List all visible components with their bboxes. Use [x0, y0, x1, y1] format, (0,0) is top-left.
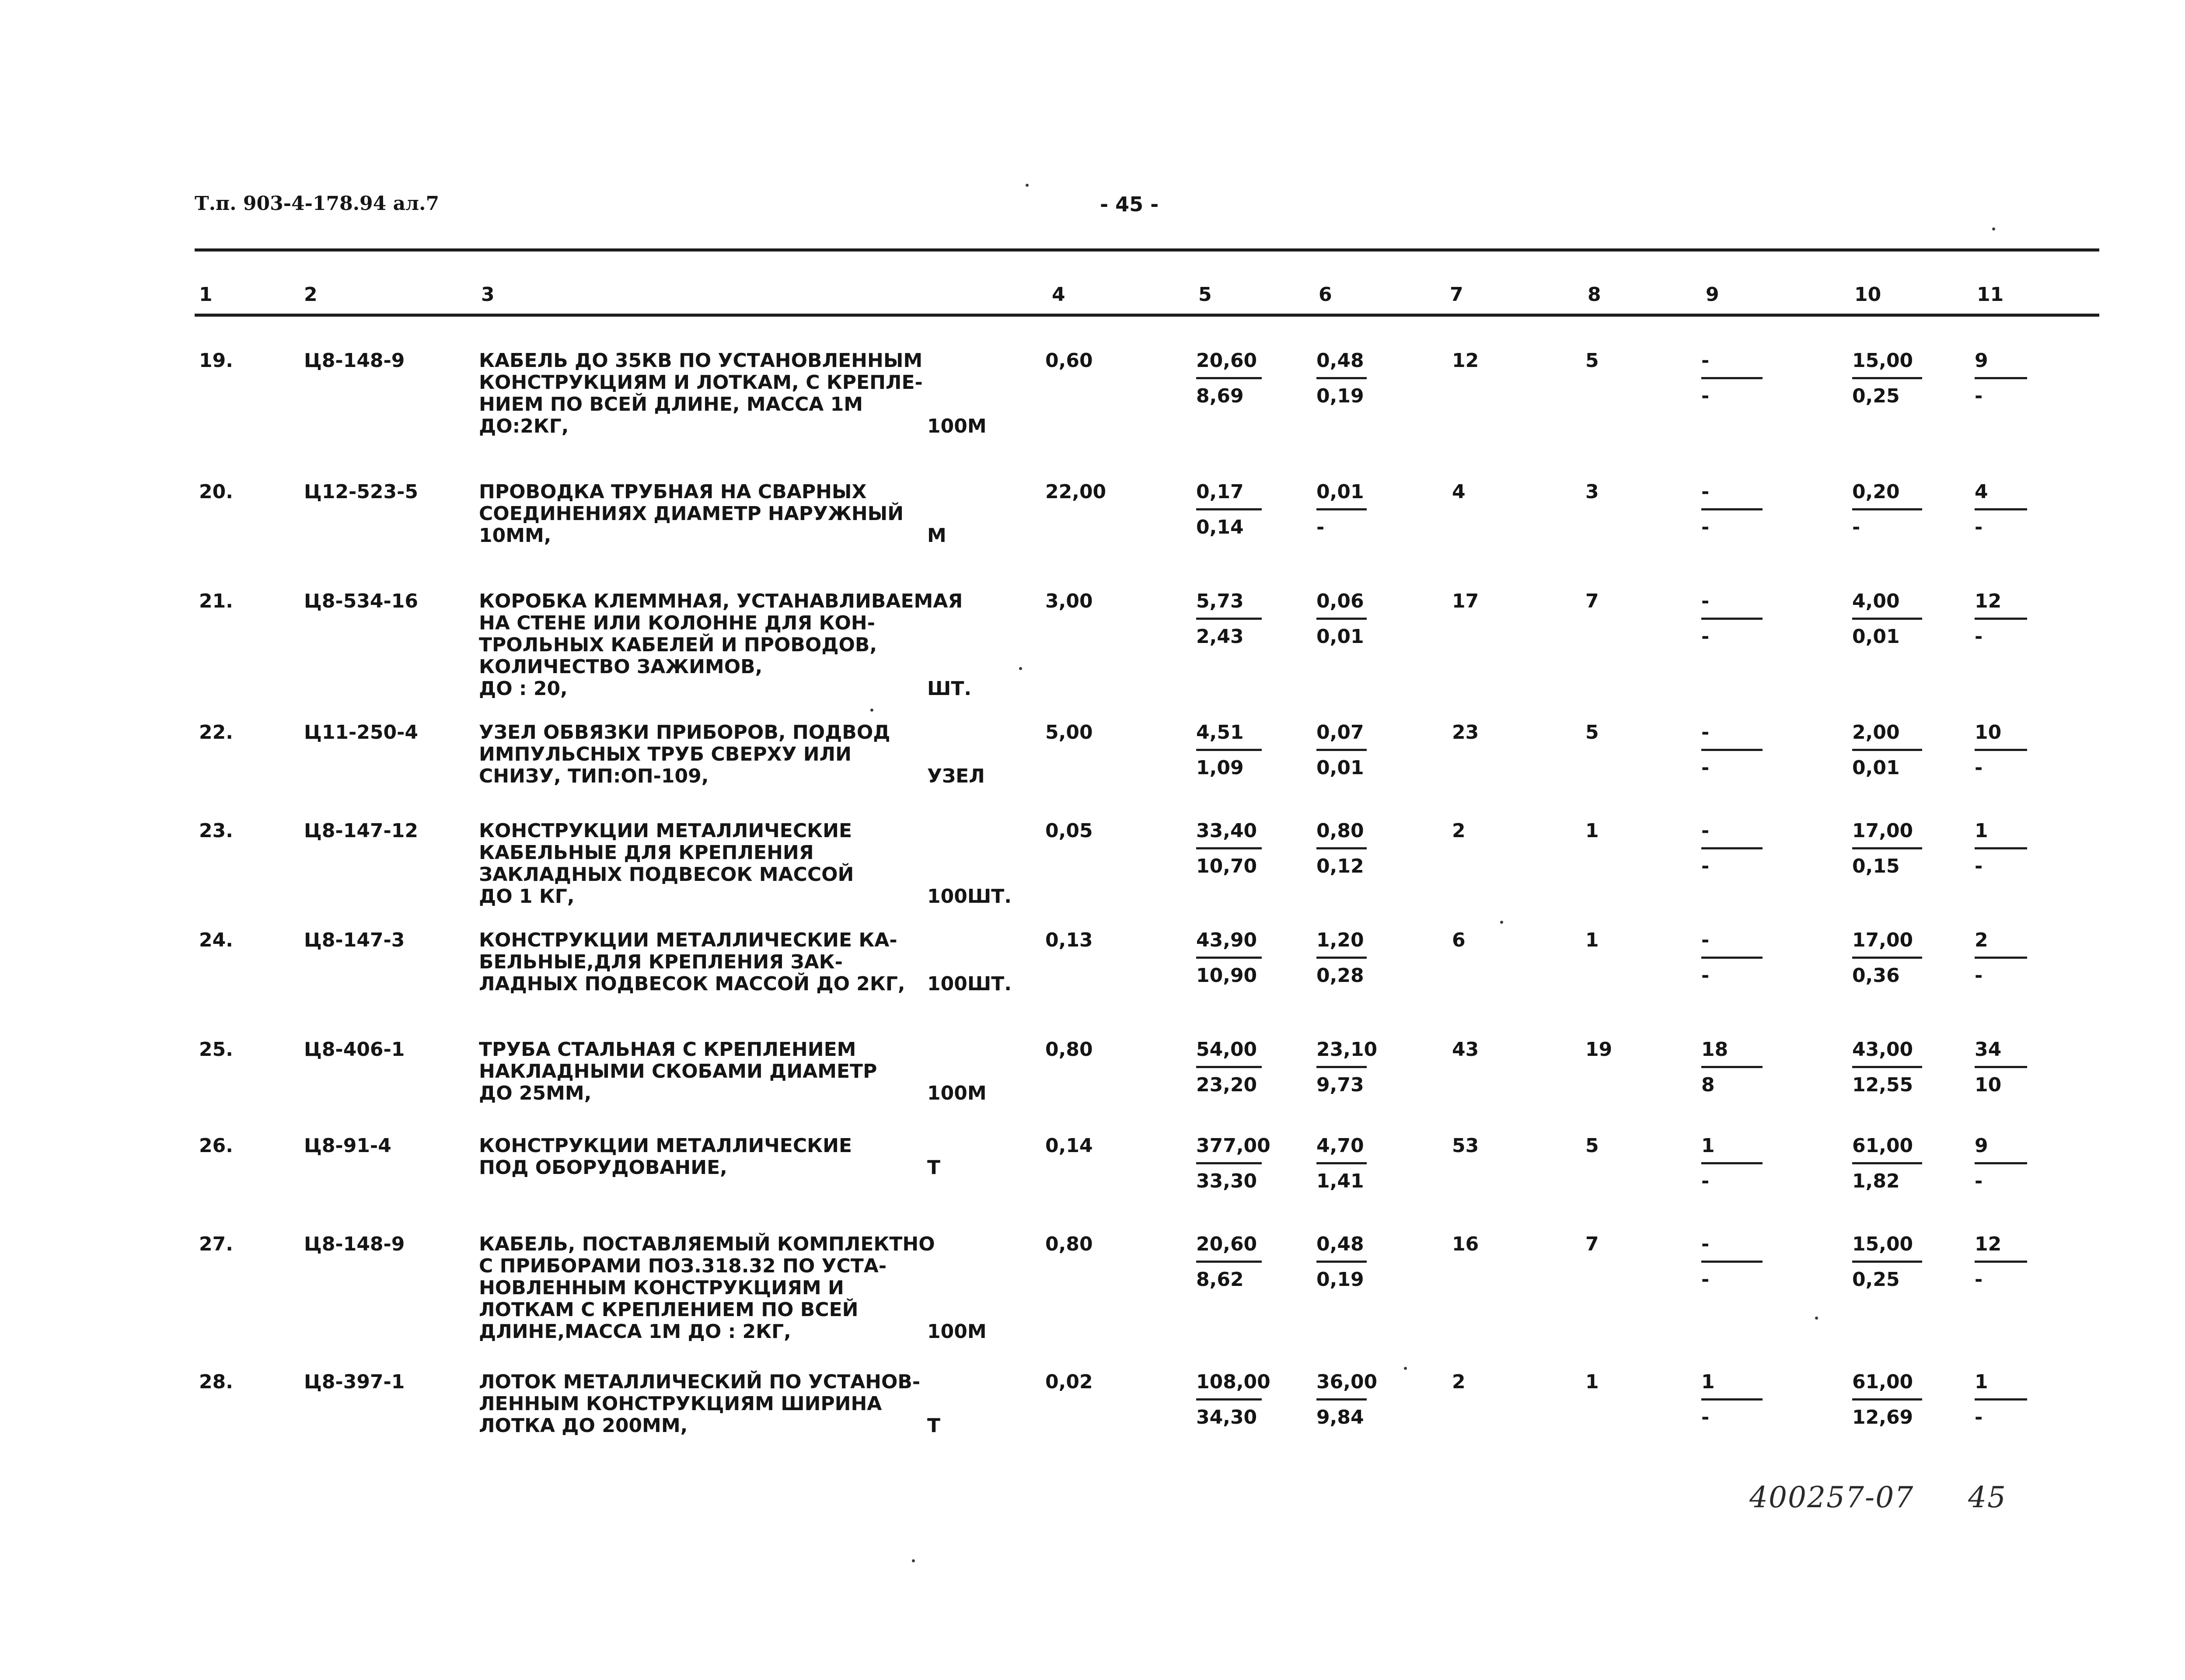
rate-code: Ц11-250-4 — [304, 721, 419, 744]
fraction-numerator: - — [1701, 929, 1710, 951]
fraction-c11 — [1975, 590, 2027, 648]
fraction-c10 — [1852, 1039, 1922, 1096]
fraction-denominator: - — [1975, 1406, 1983, 1429]
fraction-denominator: 12,55 — [1852, 1074, 1913, 1096]
row-number: 21. — [199, 590, 233, 612]
scan-speck — [912, 1559, 915, 1562]
fraction-denominator: 0,25 — [1852, 1268, 1900, 1291]
quantity: 3,00 — [1045, 590, 1093, 612]
work-description: КОРОБКА КЛЕММНАЯ, УСТАНАВЛИВАЕМАЯ НА СТЕНЕ ИЛИ КОЛОННЕ ДЛЯ КОН- ТРОЛЬНЫХ КАБЕЛЕЙ И ПРОВОДОВ, КОЛИЧЕСТВО ЗАЖИМОВ, ДО : 20, — [479, 590, 963, 700]
fraction-denominator: - — [1701, 757, 1710, 779]
column-8-value: 1 — [1585, 1371, 1599, 1393]
fraction-bar — [1975, 749, 2027, 751]
fraction-c5 — [1196, 350, 1262, 407]
fraction-denominator: 8 — [1701, 1074, 1715, 1096]
fraction-denominator: 0,25 — [1852, 385, 1900, 407]
quantity: 0,02 — [1045, 1371, 1093, 1393]
fraction-denominator: 10,70 — [1196, 855, 1257, 877]
fraction-numerator: 61,00 — [1852, 1371, 1913, 1393]
fraction-numerator: - — [1701, 820, 1710, 842]
work-description: ТРУБА СТАЛЬНАЯ С КРЕПЛЕНИЕМ НАКЛАДНЫМИ СКОБАМИ ДИАМЕТР ДО 25ММ, — [479, 1038, 877, 1104]
fraction-numerator: 1 — [1701, 1371, 1715, 1393]
rate-code: Ц8-147-12 — [304, 820, 419, 842]
fraction-c6 — [1316, 1135, 1367, 1192]
fraction-bar — [1701, 957, 1763, 959]
fraction-bar — [1316, 847, 1367, 849]
column-7-value: 2 — [1452, 1371, 1466, 1393]
fraction-numerator: - — [1701, 349, 1710, 372]
fraction-numerator: 0,06 — [1316, 590, 1364, 612]
scan-speck — [1992, 227, 1995, 231]
fraction-bar — [1196, 1162, 1262, 1164]
measurement-unit: Т — [927, 1156, 941, 1179]
quantity: 5,00 — [1045, 721, 1093, 744]
row-number: 28. — [199, 1371, 233, 1393]
fraction-numerator: 36,00 — [1316, 1371, 1378, 1393]
work-description: КАБЕЛЬ, ПОСТАВЛЯЕМЫЙ КОМПЛЕКТНО С ПРИБОРАМИ ПОЗ.318.32 ПО УСТА- НОВЛЕННЫМ КОНСТРУКЦИЯМ И ЛОТКАМ С КРЕПЛЕНИЕМ ПО ВСЕЙ ДЛИНЕ,МАССА 1М ДО : 2КГ, — [479, 1233, 935, 1343]
fraction-c10 — [1852, 590, 1922, 648]
fraction-denominator: - — [1701, 964, 1710, 987]
fraction-denominator: 0,19 — [1316, 1268, 1364, 1291]
fraction-c6 — [1316, 1233, 1367, 1291]
scan-speck — [1026, 184, 1029, 187]
fraction-bar — [1196, 377, 1262, 379]
fraction-c10 — [1852, 722, 1922, 779]
fraction-bar — [1975, 1162, 2027, 1164]
quantity: 0,80 — [1045, 1038, 1093, 1061]
fraction-numerator: 17,00 — [1852, 820, 1913, 842]
fraction-c9 — [1701, 590, 1763, 648]
column-header-5: 5 — [1198, 283, 1212, 306]
measurement-unit: 100ШТ. — [927, 973, 1012, 995]
fraction-c6 — [1316, 722, 1367, 779]
fraction-bar — [1196, 847, 1262, 849]
scan-speck — [1500, 921, 1503, 924]
document-reference: Т.п. 903-4-178.94 ал.7 — [195, 192, 440, 215]
column-8-value: 19 — [1585, 1038, 1613, 1061]
rate-code: Ц8-397-1 — [304, 1371, 405, 1393]
fraction-c9 — [1701, 1371, 1763, 1429]
fraction-bar — [1701, 508, 1763, 510]
fraction-denominator: - — [1316, 516, 1325, 538]
fraction-bar — [1316, 749, 1367, 751]
scan-speck — [1815, 1317, 1818, 1320]
column-header-10: 10 — [1854, 283, 1881, 306]
fraction-numerator: - — [1701, 721, 1710, 744]
fraction-c10 — [1852, 1233, 1922, 1291]
column-8-value: 5 — [1585, 1135, 1599, 1157]
fraction-numerator: 61,00 — [1852, 1135, 1913, 1157]
fraction-numerator: 34 — [1975, 1038, 2002, 1061]
fraction-c9 — [1701, 929, 1763, 987]
column-8-value: 7 — [1585, 1233, 1599, 1255]
fraction-bar — [1852, 618, 1922, 620]
row-number: 24. — [199, 929, 233, 951]
fraction-numerator: - — [1701, 590, 1710, 612]
column-7-value: 2 — [1452, 820, 1466, 842]
column-8-value: 5 — [1585, 721, 1599, 744]
fraction-c6 — [1316, 1038, 1378, 1096]
rate-code: Ц8-406-1 — [304, 1038, 405, 1061]
fraction-bar — [1196, 749, 1262, 751]
fraction-c11 — [1975, 481, 2027, 538]
work-description: ЛОТОК МЕТАЛЛИЧЕСКИЙ ПО УСТАНОВ- ЛЕННЫМ КОНСТРУКЦИЯМ ШИРИНА ЛОТКА ДО 200ММ, — [479, 1371, 921, 1437]
rate-code: Ц8-91-4 — [304, 1135, 391, 1157]
fraction-denominator: - — [1975, 385, 1983, 407]
row-number: 23. — [199, 820, 233, 842]
fraction-c11 — [1975, 1039, 2027, 1096]
fraction-bar — [1852, 847, 1922, 849]
fraction-c11 — [1975, 929, 2027, 987]
rate-code: Ц12-523-5 — [304, 481, 419, 503]
fraction-numerator: - — [1701, 1233, 1710, 1255]
fraction-numerator: 43,00 — [1852, 1038, 1913, 1061]
fraction-denominator: 9,84 — [1316, 1406, 1364, 1429]
fraction-bar — [1316, 1162, 1367, 1164]
fraction-c6 — [1316, 820, 1367, 877]
fraction-denominator: 1,09 — [1196, 757, 1244, 779]
fraction-denominator: - — [1701, 1406, 1710, 1429]
fraction-denominator: - — [1701, 855, 1710, 877]
fraction-denominator: 33,30 — [1196, 1170, 1257, 1192]
fraction-c11 — [1975, 350, 2027, 407]
fraction-bar — [1316, 508, 1367, 510]
column-7-value: 6 — [1452, 929, 1466, 951]
fraction-c6 — [1316, 350, 1367, 407]
fraction-bar — [1316, 957, 1367, 959]
column-8-value: 1 — [1585, 929, 1599, 951]
fraction-bar — [1852, 1261, 1922, 1263]
column-header-4: 4 — [1052, 283, 1065, 306]
column-7-value: 53 — [1452, 1135, 1479, 1157]
fraction-bar — [1852, 957, 1922, 959]
fraction-bar — [1975, 508, 2027, 510]
column-header-7: 7 — [1450, 283, 1463, 306]
fraction-denominator: 34,30 — [1196, 1406, 1257, 1429]
fraction-numerator: 54,00 — [1196, 1038, 1257, 1061]
fraction-bar — [1852, 1066, 1922, 1068]
fraction-denominator: - — [1701, 1170, 1710, 1192]
fraction-denominator: 8,69 — [1196, 385, 1244, 407]
fraction-c9 — [1701, 481, 1763, 538]
fraction-c11 — [1975, 1135, 2027, 1192]
measurement-unit: УЗЕЛ — [927, 765, 985, 787]
fraction-bar — [1975, 1398, 2027, 1401]
column-header-8: 8 — [1588, 283, 1601, 306]
quantity: 0,60 — [1045, 349, 1093, 372]
column-8-value: 5 — [1585, 349, 1599, 372]
fraction-numerator: 1,20 — [1316, 929, 1364, 951]
row-number: 19. — [199, 349, 233, 372]
fraction-c9 — [1701, 1233, 1763, 1291]
work-description: КОНСТРУКЦИИ МЕТАЛЛИЧЕСКИЕ КА- БЕЛЬНЫЕ,ДЛЯ КРЕПЛЕНИЯ ЗАК- ЛАДНЫХ ПОДВЕСОК МАССОЙ ДО 2КГ, — [479, 929, 905, 995]
fraction-bar — [1196, 1066, 1262, 1068]
fraction-c5 — [1196, 590, 1262, 648]
fraction-c9 — [1701, 722, 1763, 779]
fraction-c11 — [1975, 1371, 2027, 1429]
fraction-denominator: 12,69 — [1852, 1406, 1913, 1429]
rate-code: Ц8-534-16 — [304, 590, 419, 612]
column-header-9: 9 — [1706, 283, 1719, 306]
fraction-denominator: 0,01 — [1316, 625, 1364, 648]
fraction-numerator: 4,00 — [1852, 590, 1900, 612]
page-number: - 45 - — [1100, 192, 1159, 216]
column-header-2: 2 — [304, 283, 318, 306]
scan-speck — [1019, 667, 1022, 670]
fraction-numerator: 1 — [1975, 1371, 1988, 1393]
fraction-numerator: 5,73 — [1196, 590, 1244, 612]
fraction-bar — [1196, 1261, 1262, 1263]
work-description: ПРОВОДКА ТРУБНАЯ НА СВАРНЫХ СОЕДИНЕНИЯХ ДИАМЕТР НАРУЖНЫЙ 10ММ, — [479, 481, 904, 547]
fraction-denominator: - — [1975, 625, 1983, 648]
measurement-unit: 100М — [927, 415, 987, 437]
row-number: 27. — [199, 1233, 233, 1255]
fraction-denominator: 10 — [1975, 1074, 2002, 1096]
fraction-bar — [1701, 749, 1763, 751]
measurement-unit: 100ШТ. — [927, 885, 1012, 908]
fraction-numerator: 0,20 — [1852, 481, 1900, 503]
page-header — [0, 192, 2185, 223]
header-bottom-rule — [195, 314, 2099, 317]
fraction-denominator: 9,73 — [1316, 1074, 1364, 1096]
scan-speck — [870, 709, 873, 712]
fraction-bar — [1852, 1162, 1922, 1164]
fraction-denominator: 0,01 — [1852, 625, 1900, 648]
row-number: 25. — [199, 1038, 233, 1061]
fraction-numerator: 0,80 — [1316, 820, 1364, 842]
fraction-denominator: 0,36 — [1852, 964, 1900, 987]
fraction-bar — [1975, 847, 2027, 849]
fraction-numerator: 12 — [1975, 1233, 2002, 1255]
fraction-bar — [1852, 508, 1922, 510]
measurement-unit: М — [927, 524, 946, 547]
table-top-rule — [195, 248, 2099, 251]
column-7-value: 4 — [1452, 481, 1466, 503]
fraction-numerator: 18 — [1701, 1038, 1728, 1061]
fraction-denominator: 0,19 — [1316, 385, 1364, 407]
fraction-numerator: - — [1701, 481, 1710, 503]
fraction-numerator: 1 — [1975, 820, 1988, 842]
fraction-c5 — [1196, 1135, 1271, 1192]
column-8-value: 3 — [1585, 481, 1599, 503]
fraction-c10 — [1852, 1135, 1922, 1192]
fraction-c5 — [1196, 1371, 1271, 1429]
fraction-c5 — [1196, 722, 1262, 779]
fraction-denominator: 0,28 — [1316, 964, 1364, 987]
column-7-value: 17 — [1452, 590, 1479, 612]
fraction-c10 — [1852, 350, 1922, 407]
quantity: 0,14 — [1045, 1135, 1093, 1157]
fraction-denominator: - — [1975, 964, 1983, 987]
fraction-bar — [1975, 957, 2027, 959]
fraction-bar — [1852, 749, 1922, 751]
row-number: 26. — [199, 1135, 233, 1157]
work-description: КАБЕЛЬ ДО 35КВ ПО УСТАНОВЛЕННЫМ КОНСТРУКЦИЯМ И ЛОТКАМ, С КРЕПЛЕ- НИЕМ ПО ВСЕЙ ДЛИНЕ, МАССА 1М ДО:2КГ, — [479, 349, 923, 437]
fraction-denominator: 10,90 — [1196, 964, 1257, 987]
fraction-numerator: 0,07 — [1316, 721, 1364, 744]
fraction-numerator: 9 — [1975, 1135, 1988, 1157]
fraction-numerator: 15,00 — [1852, 349, 1913, 372]
fraction-bar — [1975, 618, 2027, 620]
fraction-denominator: 0,15 — [1852, 855, 1900, 877]
fraction-bar — [1975, 377, 2027, 379]
measurement-unit: ШТ. — [927, 678, 972, 700]
fraction-c10 — [1852, 1371, 1922, 1429]
scan-speck — [1404, 1367, 1407, 1370]
fraction-bar — [1701, 847, 1763, 849]
fraction-c10 — [1852, 481, 1922, 538]
fraction-numerator: 33,40 — [1196, 820, 1257, 842]
fraction-numerator: 108,00 — [1196, 1371, 1271, 1393]
fraction-c9 — [1701, 1135, 1763, 1192]
fraction-denominator: 0,01 — [1852, 757, 1900, 779]
column-7-value: 23 — [1452, 721, 1479, 744]
fraction-numerator: 9 — [1975, 349, 1988, 372]
fraction-denominator: 0,01 — [1316, 757, 1364, 779]
fraction-c10 — [1852, 929, 1922, 987]
row-number: 20. — [199, 481, 233, 503]
column-7-value: 12 — [1452, 349, 1479, 372]
fraction-numerator: 0,48 — [1316, 349, 1364, 372]
fraction-denominator: - — [1975, 1268, 1983, 1291]
fraction-numerator: 15,00 — [1852, 1233, 1913, 1255]
column-8-value: 7 — [1585, 590, 1599, 612]
fraction-bar — [1852, 1398, 1922, 1401]
fraction-numerator: 4,51 — [1196, 721, 1244, 744]
row-number: 22. — [199, 721, 233, 744]
fraction-numerator: 0,17 — [1196, 481, 1244, 503]
quantity: 0,13 — [1045, 929, 1093, 951]
fraction-bar — [1975, 1261, 2027, 1263]
fraction-bar — [1196, 508, 1262, 510]
column-header-6: 6 — [1319, 283, 1332, 306]
fraction-numerator: 20,60 — [1196, 1233, 1257, 1255]
fraction-c10 — [1852, 820, 1922, 877]
fraction-bar — [1975, 1066, 2027, 1068]
rate-code: Ц8-147-3 — [304, 929, 405, 951]
fraction-denominator: 23,20 — [1196, 1074, 1257, 1096]
fraction-numerator: 4,70 — [1316, 1135, 1364, 1157]
fraction-numerator: 1 — [1701, 1135, 1715, 1157]
fraction-c9 — [1701, 820, 1763, 877]
fraction-denominator: 0,14 — [1196, 516, 1244, 538]
column-header-3: 3 — [481, 283, 495, 306]
fraction-numerator: 23,10 — [1316, 1038, 1378, 1061]
column-header-1: 1 — [199, 283, 213, 306]
fraction-bar — [1196, 1398, 1262, 1401]
column-7-value: 16 — [1452, 1233, 1479, 1255]
fraction-bar — [1701, 1066, 1763, 1068]
fraction-bar — [1196, 618, 1262, 620]
fraction-c9 — [1701, 350, 1763, 407]
fraction-bar — [1701, 1261, 1763, 1263]
fraction-c11 — [1975, 722, 2027, 779]
fraction-bar — [1316, 1398, 1367, 1401]
measurement-unit: 100М — [927, 1320, 987, 1343]
fraction-denominator: - — [1975, 757, 1983, 779]
work-description: УЗЕЛ ОБВЯЗКИ ПРИБОРОВ, ПОДВОД ИМПУЛЬСНЫХ ТРУБ СВЕРХУ ИЛИ СНИЗУ, ТИП:ОП-109, — [479, 721, 890, 787]
fraction-denominator: - — [1701, 1268, 1710, 1291]
fraction-c6 — [1316, 1371, 1378, 1429]
fraction-numerator: 0,48 — [1316, 1233, 1364, 1255]
fraction-c5 — [1196, 820, 1262, 877]
fraction-denominator: 8,62 — [1196, 1268, 1244, 1291]
fraction-bar — [1701, 1162, 1763, 1164]
fraction-denominator: - — [1852, 516, 1860, 538]
handwritten-page-mark: 45 — [1968, 1481, 2007, 1514]
fraction-c11 — [1975, 1233, 2027, 1291]
fraction-denominator: - — [1975, 855, 1983, 877]
fraction-c5 — [1196, 481, 1262, 538]
fraction-bar — [1316, 1066, 1367, 1068]
quantity: 0,80 — [1045, 1233, 1093, 1255]
fraction-c11 — [1975, 820, 2027, 877]
fraction-numerator: 2 — [1975, 929, 1988, 951]
fraction-bar — [1196, 957, 1262, 959]
fraction-numerator: 17,00 — [1852, 929, 1913, 951]
fraction-numerator: 12 — [1975, 590, 2002, 612]
work-description: КОНСТРУКЦИИ МЕТАЛЛИЧЕСКИЕ ПОД ОБОРУДОВАНИЕ, — [479, 1135, 852, 1179]
fraction-denominator: 1,82 — [1852, 1170, 1900, 1192]
quantity: 22,00 — [1045, 481, 1106, 503]
rate-code: Ц8-148-9 — [304, 1233, 405, 1255]
archive-number: 400257-07 — [1749, 1481, 1914, 1514]
measurement-unit: 100М — [927, 1082, 987, 1104]
fraction-denominator: 2,43 — [1196, 625, 1244, 648]
fraction-c6 — [1316, 481, 1367, 538]
fraction-numerator: 43,90 — [1196, 929, 1257, 951]
fraction-bar — [1701, 377, 1763, 379]
fraction-numerator: 0,01 — [1316, 481, 1364, 503]
fraction-denominator: 0,12 — [1316, 855, 1364, 877]
fraction-numerator: 2,00 — [1852, 721, 1900, 744]
fraction-numerator: 377,00 — [1196, 1135, 1271, 1157]
fraction-bar — [1852, 377, 1922, 379]
fraction-numerator: 4 — [1975, 481, 1988, 503]
measurement-unit: Т — [927, 1415, 941, 1437]
fraction-denominator: - — [1701, 385, 1710, 407]
fraction-denominator: - — [1975, 1170, 1983, 1192]
fraction-denominator: 1,41 — [1316, 1170, 1364, 1192]
column-8-value: 1 — [1585, 820, 1599, 842]
fraction-c5 — [1196, 1233, 1262, 1291]
fraction-bar — [1701, 618, 1763, 620]
fraction-numerator: 10 — [1975, 721, 2002, 744]
fraction-numerator: 20,60 — [1196, 349, 1257, 372]
fraction-bar — [1316, 618, 1367, 620]
fraction-bar — [1316, 1261, 1367, 1263]
fraction-c6 — [1316, 590, 1367, 648]
work-description: КОНСТРУКЦИИ МЕТАЛЛИЧЕСКИЕ КАБЕЛЬНЫЕ ДЛЯ КРЕПЛЕНИЯ ЗАКЛАДНЫХ ПОДВЕСОК МАССОЙ ДО 1 КГ, — [479, 820, 854, 908]
rate-code: Ц8-148-9 — [304, 349, 405, 372]
fraction-c6 — [1316, 929, 1367, 987]
fraction-bar — [1701, 1398, 1763, 1401]
fraction-denominator: - — [1975, 516, 1983, 538]
column-7-value: 43 — [1452, 1038, 1479, 1061]
column-header-11: 11 — [1977, 283, 2004, 306]
fraction-denominator: - — [1701, 516, 1710, 538]
quantity: 0,05 — [1045, 820, 1093, 842]
fraction-c9 — [1701, 1039, 1763, 1096]
fraction-bar — [1316, 377, 1367, 379]
fraction-denominator: - — [1701, 625, 1710, 648]
fraction-c5 — [1196, 1039, 1262, 1096]
fraction-c5 — [1196, 929, 1262, 987]
